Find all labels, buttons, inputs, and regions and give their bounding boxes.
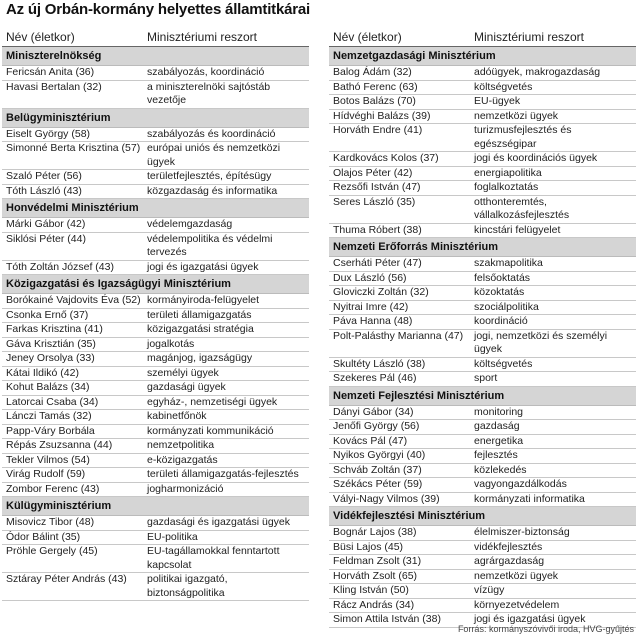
portfolio: politikai igazgató, biztonságpolitika (147, 573, 228, 599)
header-name: Név (életkor) (333, 30, 402, 44)
person-name: Kovács Pál (47) (333, 434, 408, 447)
table-row (329, 493, 636, 508)
person-name: Tóth László (43) (6, 184, 82, 197)
person-name: Lánczi Tamás (32) (6, 410, 92, 422)
table-row (329, 449, 636, 464)
table-row (329, 478, 636, 493)
portfolio: területi államigazgatás (147, 308, 252, 321)
portfolio: jogi és koordinációs ügyek (474, 152, 598, 164)
person-name: Kohut Balázs (34) (6, 381, 90, 393)
table-row (329, 464, 636, 479)
person-name: Skultéty László (38) (333, 357, 426, 370)
portfolio: energetika (474, 434, 524, 447)
portfolio: jogi és igazgatási ügyek (474, 613, 586, 625)
table-row (2, 531, 309, 546)
person-name: Dányi Gábor (34) (333, 405, 414, 418)
person-name: Simon Attila István (38) (333, 613, 441, 625)
portfolio: kincstári felügyelet (474, 223, 561, 236)
table-row (2, 573, 309, 601)
table-row (2, 352, 309, 367)
table-row (2, 338, 309, 353)
person-name: Olajos Péter (42) (333, 166, 413, 179)
person-name: Polt-Palásthy Marianna (47) (333, 329, 464, 342)
table-row (2, 483, 309, 498)
portfolio: kormányiroda-felügyelet (147, 294, 260, 306)
person-name: Székács Péter (59) (333, 478, 423, 490)
portfolio: kabinetfőnök (147, 410, 207, 422)
portfolio: nemzetpolitika (147, 439, 215, 451)
portfolio: területfejlesztés, építésügy (147, 170, 272, 182)
portfolio: nemzetközi ügyek (474, 569, 559, 582)
table-row (2, 218, 309, 233)
portfolio: vidékfejlesztés (474, 540, 543, 553)
table-row (2, 294, 309, 309)
table-row (2, 468, 309, 483)
table-row (2, 516, 309, 531)
table-row (2, 396, 309, 411)
header-name: Név (életkor) (6, 30, 75, 44)
ministry-heading: Külügyminisztérium (2, 497, 309, 516)
person-name: Kardkovács Kolos (37) (333, 152, 439, 164)
person-name: Thuma Róbert (38) (333, 223, 422, 236)
person-name: Latorcai Csaba (34) (6, 395, 99, 408)
person-name: Hídvéghi Balázs (39) (333, 109, 431, 122)
portfolio: védelemgazdaság (147, 218, 233, 230)
table-row (329, 224, 636, 239)
person-name: Vályi-Nagy Vilmos (39) (333, 492, 440, 505)
person-name: Siklósi Péter (44) (6, 232, 86, 245)
portfolio: e-közigazgatás (147, 453, 218, 466)
right-table-body (329, 47, 636, 628)
person-name: Papp-Váry Borbála (6, 424, 95, 437)
person-name: Zombor Ferenc (43) (6, 482, 100, 495)
portfolio: energiapolitika (474, 166, 542, 179)
person-name: Sztáray Péter András (43) (6, 573, 127, 585)
table-row (2, 367, 309, 382)
table-row (329, 66, 636, 81)
table-row (2, 410, 309, 425)
person-name: Feldman Zsolt (31) (333, 555, 422, 567)
portfolio: felsőoktatás (474, 271, 531, 284)
table-row (2, 128, 309, 143)
person-name: Dux László (56) (333, 271, 407, 284)
table-row (329, 372, 636, 387)
table-row (329, 152, 636, 167)
table-row (2, 233, 309, 261)
portfolio: EU-ügyek (474, 95, 521, 107)
person-name: Virág Rudolf (59) (6, 468, 86, 480)
person-name: Bathó Ferenc (63) (333, 80, 418, 93)
portfolio: közigazgatási stratégia (147, 323, 254, 335)
person-name: Pröhle Gergely (45) (6, 545, 98, 557)
table-row (329, 286, 636, 301)
ministry-heading: Vidékfejlesztési Minisztérium (329, 507, 636, 526)
person-name: Nyitrai Imre (42) (333, 300, 409, 313)
ministry-heading: Belügyminisztérium (2, 109, 309, 128)
table-row (329, 110, 636, 125)
portfolio: költségvetés (474, 357, 533, 370)
left-table (2, 28, 309, 601)
person-name: Horváth Zsolt (65) (333, 569, 418, 582)
portfolio: adóügyek, makrogazdaság (474, 66, 601, 78)
portfolio: gazdasági ügyek (147, 381, 226, 393)
table-row (329, 435, 636, 450)
portfolio: kormányzati kommunikáció (147, 424, 274, 437)
person-name: Farkas Krisztina (41) (6, 323, 103, 335)
portfolio: közlekedés (474, 463, 527, 476)
person-name: Kling István (50) (333, 584, 409, 596)
person-name: Horváth Endre (41) (333, 124, 423, 136)
person-name: Botos Balázs (70) (333, 95, 416, 107)
portfolio: vízügy (474, 584, 505, 596)
table-header (2, 28, 309, 47)
table-row (329, 181, 636, 196)
table-row (329, 406, 636, 421)
person-name: Jenőfi György (56) (333, 420, 420, 432)
person-name: Gáva Krisztián (35) (6, 337, 96, 350)
header-role: Minisztériumi reszort (474, 30, 585, 44)
portfolio: EU-politika (147, 530, 198, 543)
person-name: Fericsán Anita (36) (6, 66, 95, 78)
person-name: Gloviczki Zoltán (32) (333, 286, 429, 298)
table-row (329, 124, 636, 152)
table-row (2, 309, 309, 324)
portfolio: költségvetés (474, 80, 533, 93)
right-table (329, 28, 636, 628)
left-table-body (2, 47, 309, 601)
ministry-heading: Nemzeti Erőforrás Minisztérium (329, 238, 636, 257)
table-row (2, 381, 309, 396)
ministry-heading: Nemzetgazdasági Minisztérium (329, 47, 636, 66)
table-header (329, 28, 636, 47)
portfolio: szabályozás, koordináció (147, 66, 265, 78)
portfolio: a miniszterelnöki sajtóstáb vezetője (147, 80, 271, 106)
portfolio: élelmiszer-biztonság (474, 526, 570, 538)
portfolio: egyház-, nemzetiségi ügyek (147, 395, 278, 408)
table-row (2, 81, 309, 109)
table-row (329, 555, 636, 570)
page-title: Az új Orbán-kormány helyettes államtitkárai (6, 1, 311, 18)
portfolio: gazdasági és igazgatási ügyek (147, 516, 291, 528)
person-name: Rezsőfi István (47) (333, 181, 421, 193)
person-name: Seres László (35) (333, 195, 416, 208)
table-row (329, 541, 636, 556)
person-name: Borókainé Vajdovits Éva (52) (6, 294, 141, 306)
table-row (329, 315, 636, 330)
table-row (2, 439, 309, 454)
portfolio: fejlesztés (474, 449, 518, 461)
table-row (2, 545, 309, 573)
table-row (2, 66, 309, 81)
table-row (2, 185, 309, 200)
person-name: Márki Gábor (42) (6, 218, 86, 230)
person-name: Tekler Vilmos (54) (6, 453, 90, 466)
table-row (2, 142, 309, 170)
ministry-heading: Miniszterelnökség (2, 47, 309, 66)
table-row (329, 95, 636, 110)
table-row (2, 170, 309, 185)
table-row (329, 358, 636, 373)
person-name: Büsi Lajos (45) (333, 540, 404, 553)
table-row (2, 425, 309, 440)
portfolio: turizmusfejlesztés és egészségipar (474, 124, 572, 150)
portfolio: személyi ügyek (147, 366, 219, 379)
table-row (329, 257, 636, 272)
person-name: Balog Ádám (32) (333, 66, 412, 78)
person-name: Páva Hanna (48) (333, 315, 413, 327)
table-row (329, 330, 636, 358)
portfolio: közgazdaság és informatika (147, 184, 278, 197)
person-name: Eiselt György (58) (6, 127, 91, 140)
table-row (329, 420, 636, 435)
portfolio: szakmapolitika (474, 257, 543, 269)
portfolio: kormányzati informatika (474, 492, 585, 505)
person-name: Szekeres Pál (46) (333, 372, 417, 384)
person-name: Csonka Ernő (37) (6, 308, 89, 321)
ministry-heading: Közigazgatási és Igazságügyi Minisztérium (2, 275, 309, 294)
portfolio: foglalkoztatás (474, 181, 539, 193)
table-row (2, 261, 309, 276)
portfolio: jogi és igazgatási ügyek (147, 260, 259, 273)
source-note: Forrás: kormányszóvivői iroda, HVG-gyűjtés (457, 624, 634, 634)
portfolio: agrárgazdaság (474, 555, 545, 567)
table-row (329, 167, 636, 182)
portfolio: közoktatás (474, 286, 525, 298)
person-name: Havasi Bertalan (32) (6, 80, 102, 93)
portfolio: sport (474, 372, 498, 384)
table-row (329, 196, 636, 224)
portfolio: környezetvédelem (474, 598, 560, 611)
portfolio: szociálpolitika (474, 300, 539, 313)
table-row (2, 454, 309, 469)
person-name: Ódor Bálint (35) (6, 530, 81, 543)
portfolio: szabályozás és koordináció (147, 127, 276, 140)
portfolio: jogharmonizáció (147, 482, 224, 495)
portfolio: EU-tagállamokkal fenntartott kapcsolat (147, 545, 280, 571)
person-name: Simonné Berta Krisztina (57) (6, 142, 141, 154)
person-name: Rácz András (34) (333, 598, 415, 611)
portfolio: gazdaság (474, 420, 520, 432)
table-row (329, 81, 636, 96)
person-name: Nyikos Györgyi (40) (333, 449, 426, 461)
table-row (2, 323, 309, 338)
portfolio: nemzetközi ügyek (474, 109, 559, 122)
portfolio: koordináció (474, 315, 528, 327)
portfolio: vagyongazdálkodás (474, 478, 567, 490)
table-row (329, 570, 636, 585)
table-row (329, 584, 636, 599)
portfolio: védelempolitika és védelmi tervezés (147, 232, 273, 258)
portfolio: monitoring (474, 405, 524, 418)
table-row (329, 301, 636, 316)
portfolio: magánjog, igazságügy (147, 352, 253, 364)
person-name: Kátai Ildikó (42) (6, 366, 79, 379)
person-name: Szaló Péter (56) (6, 170, 82, 182)
portfolio: jogi, nemzetközi és személyi ügyek (474, 329, 608, 355)
person-name: Cserháti Péter (47) (333, 257, 422, 269)
person-name: Répás Zsuzsanna (44) (6, 439, 113, 451)
portfolio: jogalkotás (147, 337, 195, 350)
portfolio: európai uniós és nemzetközi ügyek (147, 142, 281, 168)
person-name: Misovicz Tibor (48) (6, 516, 95, 528)
table-row (329, 526, 636, 541)
portfolio: területi államigazgatás-fejlesztés (147, 468, 299, 480)
table-row (329, 599, 636, 614)
ministry-heading: Nemzeti Fejlesztési Minisztérium (329, 387, 636, 406)
person-name: Tóth Zoltán József (43) (6, 260, 114, 273)
header-role: Minisztériumi reszort (147, 30, 258, 44)
person-name: Schváb Zoltán (37) (333, 463, 422, 476)
portfolio: otthonteremtés, vállalkozásfejlesztés (474, 195, 570, 221)
person-name: Jeney Orsolya (33) (6, 352, 95, 364)
table-row (329, 272, 636, 287)
person-name: Bognár Lajos (38) (333, 526, 417, 538)
ministry-heading: Honvédelmi Minisztérium (2, 199, 309, 218)
